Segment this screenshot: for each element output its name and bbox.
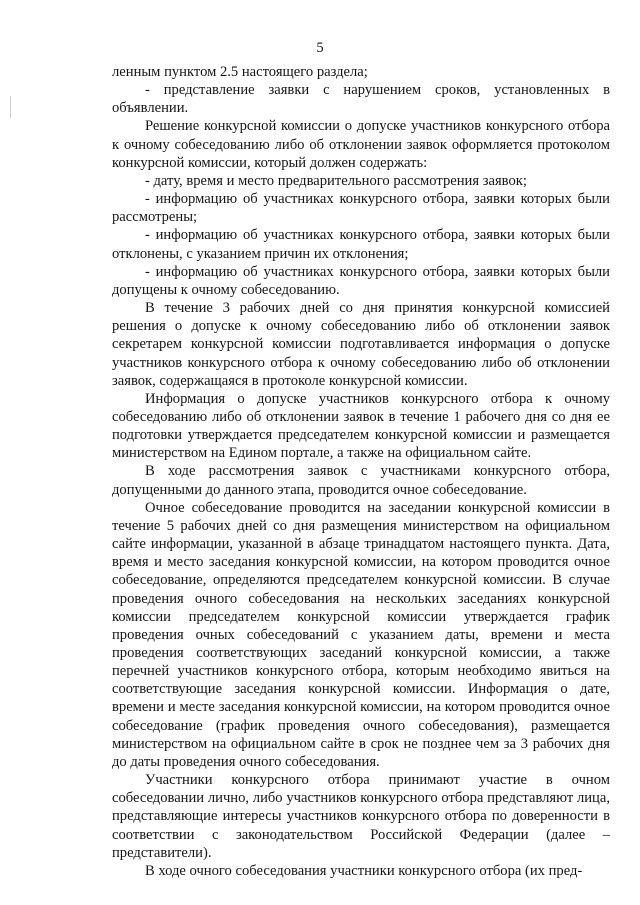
paragraph-admission-info: Информация о допуске участников конкурсного отбора к очному собеседованию либо об отклонении заявок в течение 1 рабочего дня со дня ее подготовки утверждается председателем конкурсной комиссии и размещается министерством на Едином портале, а также на официальном сайте. xyxy=(112,390,610,462)
list-item-late-application: - представление заявки с нарушением сроков, установленных в объявлении. xyxy=(112,82,610,117)
document-body xyxy=(112,63,610,880)
paragraph-interview-schedule: Очное собеседование проводится на заседании конкурсной комиссии в течение 5 рабочих дней со дня размещения министерством на официальном сайте информации, указанной в абзаце тринадцатом настоящего пункта. Дата, время и место заседания конкурсной комиссии, на котором проводится очное собеседование, определяются председателем конкурсной комиссии. В случае проведения очного собеседования на нескольких заседаниях конкурсной комиссии председателем конкурсной комиссии утверждается график проведения очных собеседований с указанием даты, времени и места проведения соответствующих заседаний конкурсной комиссии, а также перечней участников конкурсного отбора, которым необходимо явиться на соответствующие заседания конкурсной комиссии. Информация о дате, времени и месте заседания конкурсной комиссии, на котором проводится очное собеседование (график проведения очного собеседования), размещается министерством на официальном сайте в срок не позднее чем за 3 рабочих дня до даты проведения очного собеседования. xyxy=(112,499,610,770)
page-number: 5 xyxy=(316,40,324,56)
list-item-considered-participants: - информацию об участниках конкурсного отбора, заявки которых были рассмотрены; xyxy=(112,191,610,226)
paragraph-three-days: В течение 3 рабочих дней со дня принятия конкурсной комиссией решения о допуске к очному собеседованию либо об отклонении заявок секретарем конкурсной комиссии подготавливается информация о допуске участников конкурсного отбора к очному собеседованию либо об отклонении заявок, содержащаяся в протоколе конкурсной комиссии. xyxy=(112,300,610,389)
paragraph-interview-held: В ходе рассмотрения заявок с участниками конкурсного отбора, допущенными до данного этапа, проводится очное собеседование. xyxy=(112,463,610,498)
list-item-rejected-participants: - информацию об участниках конкурсного отбора, заявки которых были отклонены, с указанием причин их отклонения; xyxy=(112,227,610,262)
paragraph-during-interview: В ходе очного собеседования участники конкурсного отбора (их пред- xyxy=(145,862,583,879)
list-item-date-time-place: - дату, время и место предварительного рассмотрения заявок; xyxy=(145,172,527,189)
paragraph-continuation: ленным пунктом 2.5 настоящего раздела; xyxy=(112,64,368,80)
paragraph-commission-decision: Решение конкурсной комиссии о допуске участников конкурсного отбора к очному собеседованию либо об отклонении заявок оформляется протоколом конкурсной комиссии, который должен содержать: xyxy=(112,118,610,171)
scan-margin-mark xyxy=(10,96,11,118)
paragraph-participants-attendance: Участники конкурсного отбора принимают участие в очном собеседовании лично, либо участников конкурсного отбора представляют лица, представляющие интересы участников конкурсного отбора по доверенности в соответствии с законодательством Российской Федерации (далее – представители). xyxy=(112,772,610,861)
list-item-admitted-participants: - информацию об участниках конкурсного отбора, заявки которых были допущены к очному собеседованию. xyxy=(112,263,610,298)
